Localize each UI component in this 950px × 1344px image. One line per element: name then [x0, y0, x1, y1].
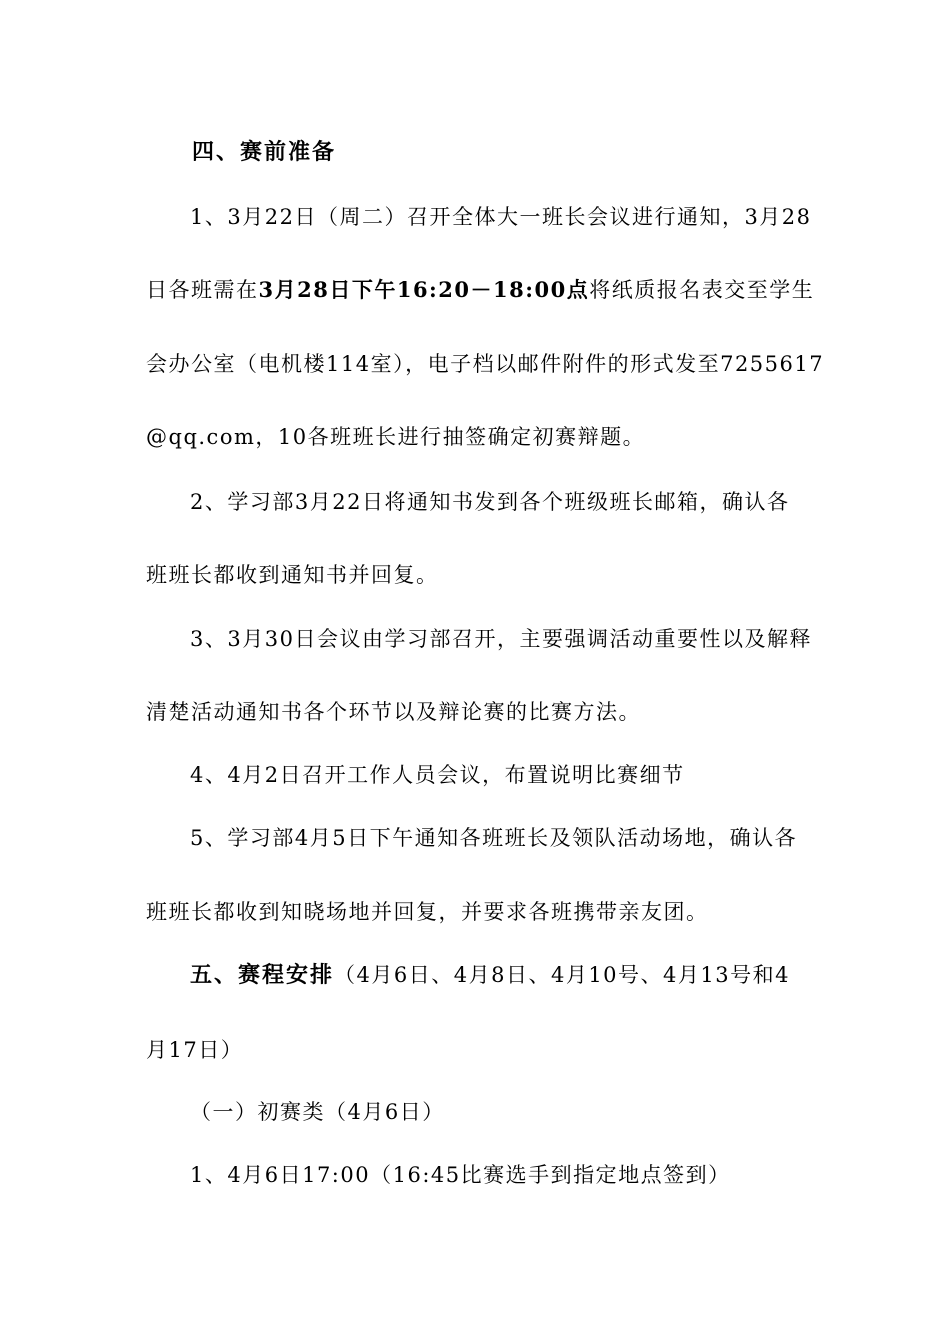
subsection1-title: （一）初赛类（4月6日）	[190, 1100, 445, 1124]
item1-line2-post: 将纸质报名表交至学生	[589, 278, 815, 302]
section4-heading: 四、赛前准备	[192, 139, 337, 165]
section5-heading-line2: 月17日）	[146, 1038, 244, 1062]
item3-line2: 清楚活动通知书各个环节以及辩论赛的比赛方法。	[146, 700, 641, 724]
section5-heading	[190, 963, 790, 987]
item2-line2: 班班长都收到通知书并回复。	[146, 563, 439, 587]
item1-line4: @qq.com，10各班班长进行抽签确定初赛辩题。	[146, 425, 646, 449]
item1-line2	[146, 278, 814, 302]
item3-line1: 3、3月30日会议由学习部召开，主要强调活动重要性以及解释	[190, 627, 812, 651]
section5-heading-bold: 五、赛程安排	[190, 962, 335, 988]
item5-line2: 班班长都收到知晓场地并回复，并要求各班携带亲友团。	[146, 900, 709, 924]
item1-line3: 会办公室（电机楼114室），电子档以邮件附件的形式发至7255617	[146, 352, 825, 376]
item2-line1: 2、学习部3月22日将通知书发到各个班级班长邮箱，确认各	[190, 490, 790, 514]
item5-line1: 5、学习部4月5日下午通知各班班长及领队活动场地，确认各	[190, 826, 798, 850]
item1-line1: 1、3月22日（周二）召开全体大一班长会议进行通知，3月28	[190, 205, 812, 229]
item4-line1: 4、4月2日召开工作人员会议，布置说明比赛细节	[190, 763, 685, 787]
item1-line2-pre: 日各班需在	[146, 278, 259, 302]
subsection1-item1: 1、4月6日17:00（16:45比赛选手到指定地点签到）	[190, 1163, 731, 1187]
item1-deadline-bold: 3月28日下午16:20－18:00点	[258, 277, 590, 302]
section5-heading-rest: （4月6日、4月8日、4月10号、4月13号和4	[334, 963, 790, 987]
